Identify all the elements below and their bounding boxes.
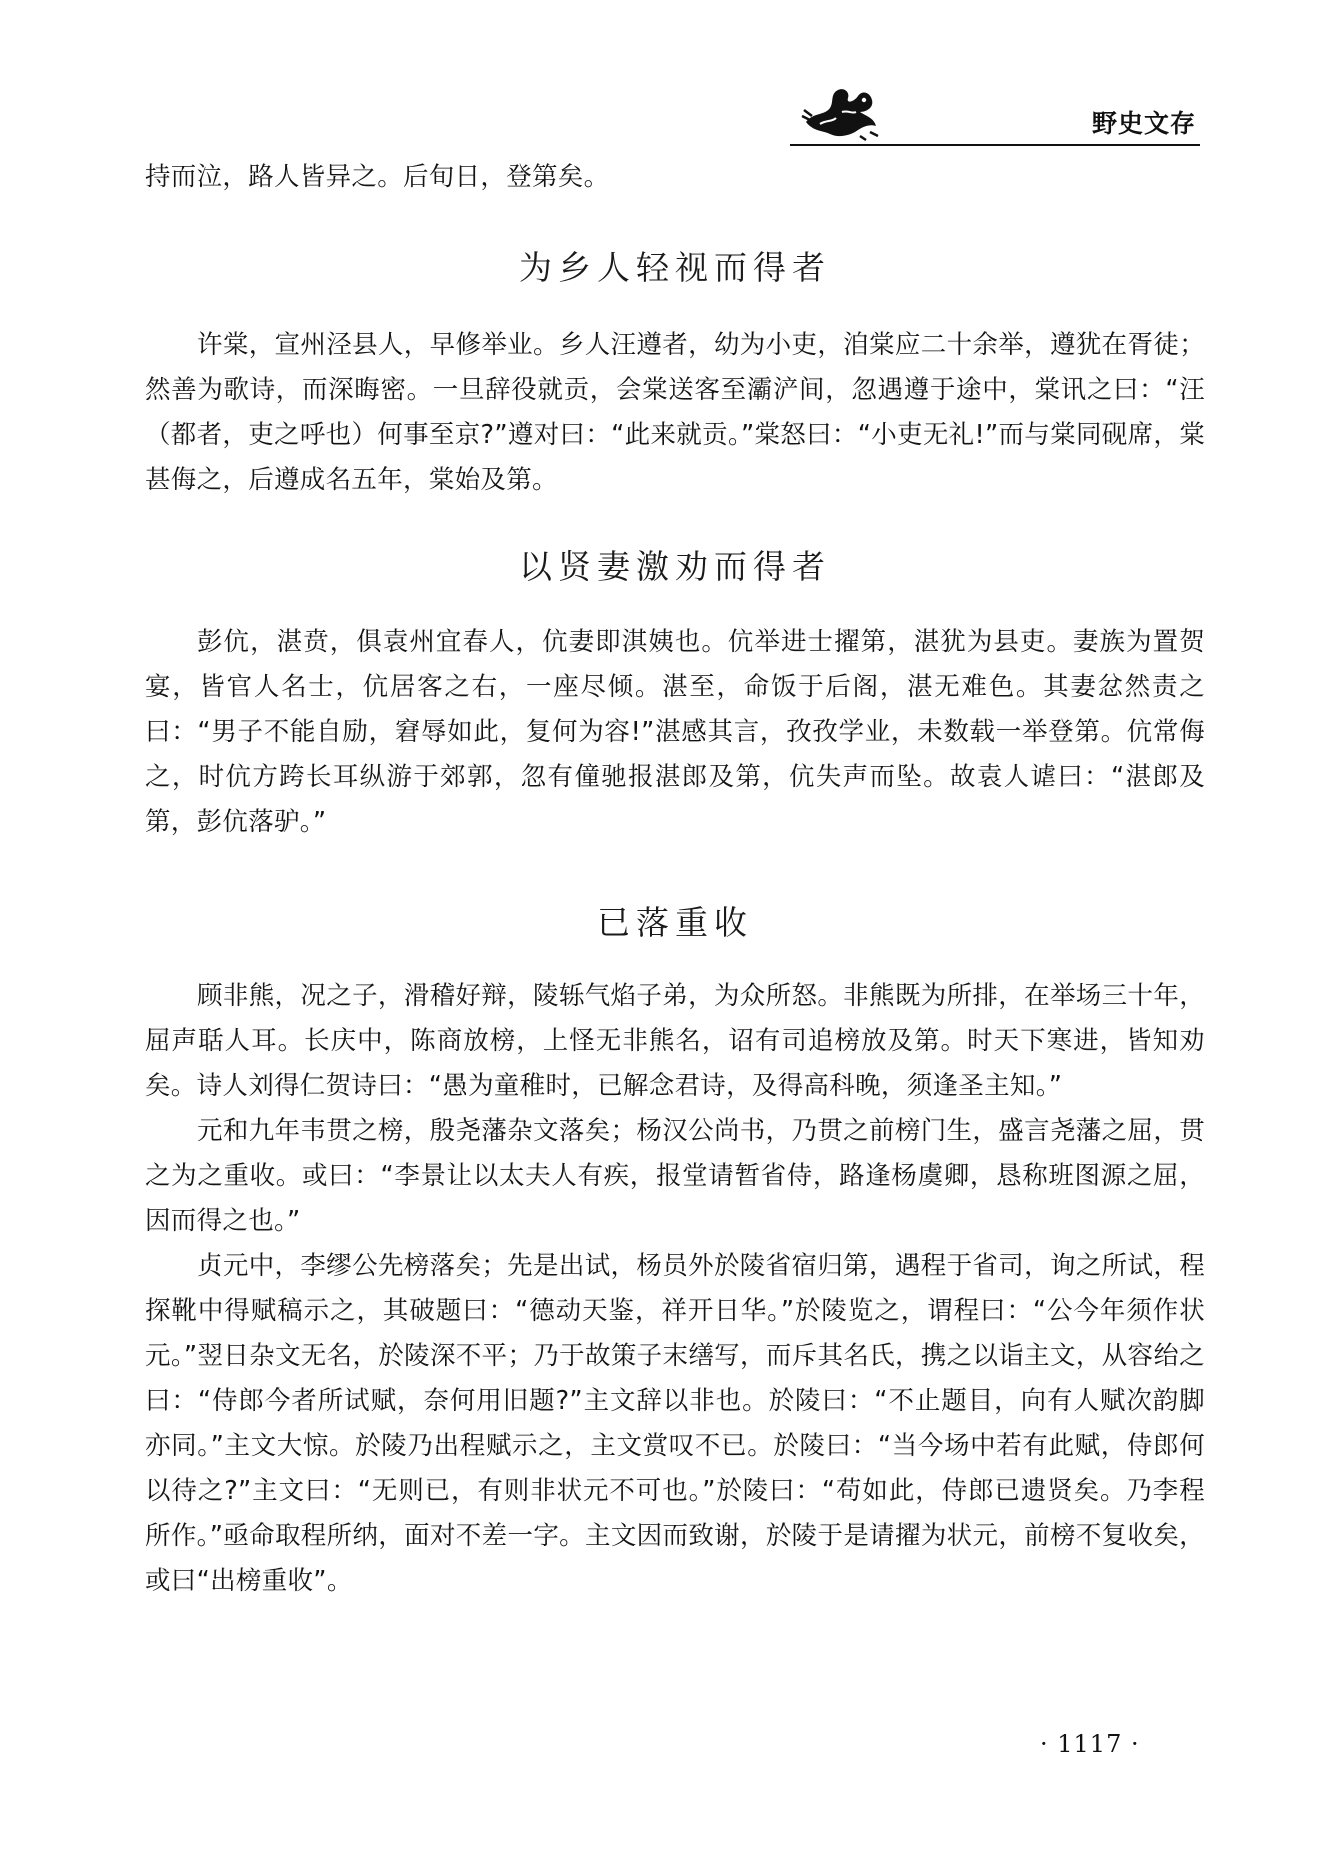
section-heading: 以贤妻激劝而得者 [519, 547, 831, 586]
paragraph-continuation: 持而泣，路人皆异之。后旬日，登第矣。 [145, 162, 610, 192]
dragon-emblem-icon [800, 82, 882, 142]
running-header [790, 78, 1200, 148]
paragraph: 贞元中，李缪公先榜落矣；先是出试，杨员外於陵省宿归第，遇程于省司，询之所试，程探靴中得赋稿示之，其破题曰：“德动天鉴，祥开日华。”於陵览之，谓程曰：“公今年须作状元。”翌日杂文无名，於陵深不平；乃于故策子末缮写，而斥其名氏，携之以诣主文，从容绐之曰：“侍郎今者所试赋，奈何用旧题?”主文辞以非也。於陵曰：“不止题目，向有人赋次韵脚亦同。”主文大惊。於陵乃出程赋示之，主文赏叹不已。於陵曰：“当今场中若有此赋，侍郎何以待之?”主文曰：“无则已，有则非状元不可也。”於陵曰：“苟如此，侍郎已遗贤矣。乃李程所作。”亟命取程所纳，面对不差一字。主文因而致谢，於陵于是请擢为状元，前榜不复收矣，或曰“出榜重收”。 [145, 1251, 1205, 1596]
paragraph: 彭伉，湛贲，俱袁州宜春人，伉妻即淇姨也。伉举进士擢第，湛犹为县吏。妻族为置贺宴，皆官人名士，伉居客之右，一座尽倾。湛至，命饭于后阁，湛无难色。其妻忿然责之曰：“男子不能自励，窘辱如此，复何为容!”湛感其言，孜孜学业，未数载一举登第。伉常侮之，时伉方跨长耳纵游于郊郭，忽有僮驰报湛郎及第，伉失声而坠。故袁人谑曰：“湛郎及第，彭伉落驴。” [145, 627, 1205, 837]
page-number: · 1117 · [1040, 1730, 1140, 1758]
main-text [145, 155, 1205, 1604]
section-heading: 为乡人轻视而得者 [519, 248, 831, 287]
section-heading: 已落重收 [597, 903, 753, 942]
header-rule [790, 144, 1200, 146]
paragraph: 许棠，宣州泾县人，早修举业。乡人汪遵者，幼为小吏，洎棠应二十余举，遵犹在胥徒；然善为歌诗，而深晦密。一旦辞役就贡，会棠送客至灞浐间，忽遇遵于途中，棠讯之曰：“汪（都者，吏之呼也）何事至京?”遵对曰：“此来就贡。”棠怒曰：“小吏无礼!”而与棠同砚席，棠甚侮之，后遵成名五年，棠始及第。 [145, 330, 1205, 495]
paragraph: 元和九年韦贯之榜，殷尧藩杂文落矣；杨汉公尚书，乃贯之前榜门生，盛言尧藩之屈，贯之为之重收。或曰：“李景让以太夫人有疾，报堂请暂省侍，路逢杨虞卿，恳称班图源之屈，因而得之也。” [145, 1116, 1205, 1236]
running-title: 野史文存 [1091, 109, 1196, 138]
paragraph: 顾非熊，况之子，滑稽好辩，陵轹气焰子弟，为众所怒。非熊既为所排，在举场三十年，屈声聒人耳。长庆中，陈商放榜，上怪无非熊名，诏有司追榜放及第。时天下寒进，皆知劝矣。诗人刘得仁贺诗曰：“愚为童稚时，已解念君诗，及得高科晚，须逢圣主知。” [145, 981, 1205, 1101]
